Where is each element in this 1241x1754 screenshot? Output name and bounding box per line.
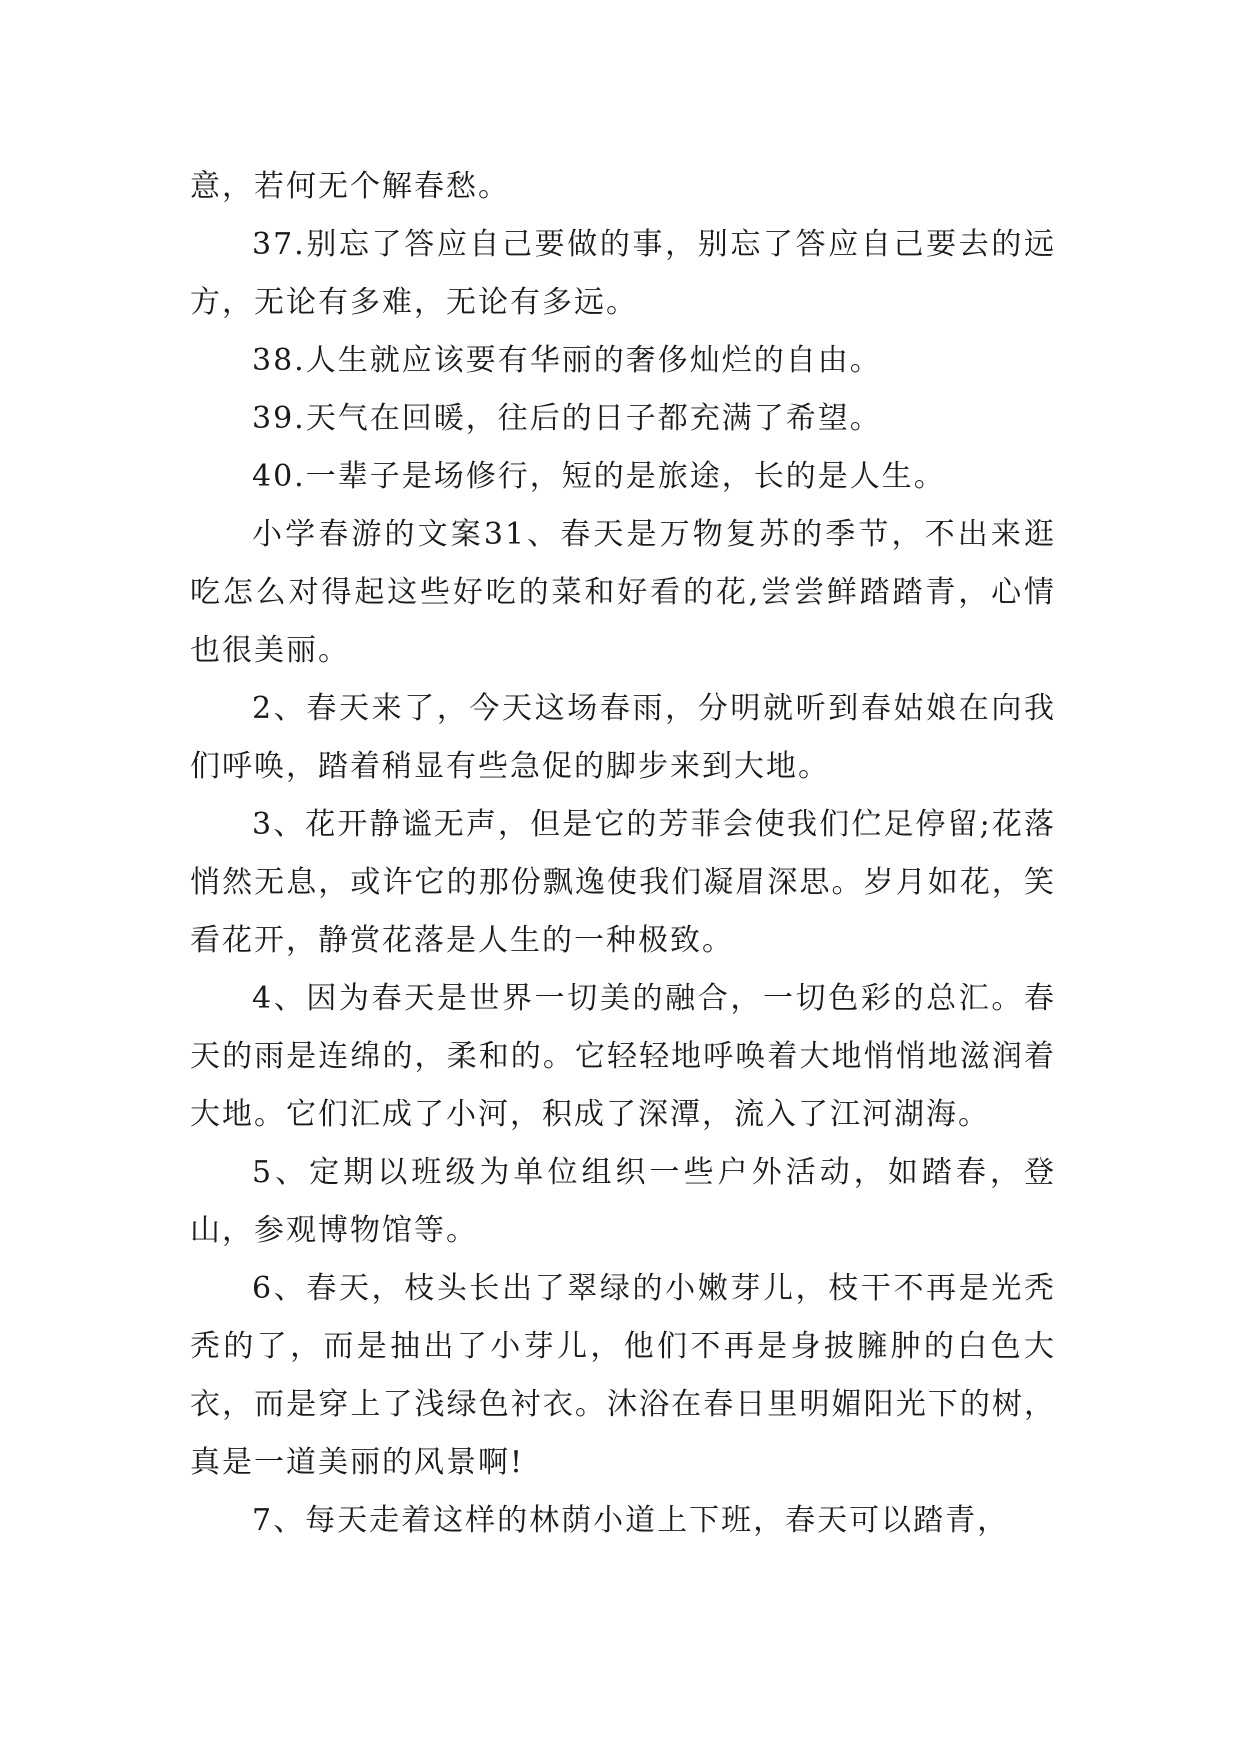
- paragraph-item-39: 39.天气在回暖，往后的日子都充满了希望。: [252, 401, 882, 436]
- paragraph-item-37: 37.别忘了答应自己要做的事，别忘了答应自己要去的远方，无论有多难，无论有多远。: [190, 227, 1056, 320]
- paragraph-item-38: 38.人生就应该要有华丽的奢侈灿烂的自由。: [252, 343, 882, 378]
- list-item-2: 2、春天来了，今天这场春雨，分明就听到春姑娘在向我们呼唤，踏着稍显有些急促的脚步来到大地。: [190, 691, 1056, 784]
- section-first-item: 1、春天是万物复苏的季节，不出来逛吃怎么对得起这些好吃的菜和好看的花,尝尝鲜踏踏青，心情也很美丽。: [190, 517, 1056, 668]
- list-item-4: 4、因为春天是世界一切美的融合，一切色彩的总汇。春天的雨是连绵的，柔和的。它轻轻地呼唤着大地悄悄地滋润着大地。它们汇成了小河，积成了深潭，流入了江河湖海。: [190, 981, 1056, 1132]
- list-item-3: 3、花开静谧无声，但是它的芳菲会使我们伫足停留;花落悄然无息，或许它的那份飘逸使我们凝眉深思。岁月如花，笑看花开，静赏花落是人生的一种极致。: [190, 807, 1056, 958]
- section-paragraph: [190, 506, 1056, 680]
- paragraph-item-40: 40.一辈子是场修行，短的是旅途，长的是人生。: [252, 459, 946, 494]
- list-item-6: 6、春天，枝头长出了翠绿的小嫩芽儿，枝干不再是光秃秃的了，而是抽出了小芽儿，他们不再是身披臃肿的白色大衣，而是穿上了浅绿色衬衣。沐浴在春日里明媚阳光下的树，真是一道美丽的风景啊!: [190, 1271, 1056, 1480]
- document-body: [190, 158, 1056, 1550]
- paragraph-continuation: 意，若何无个解春愁。: [190, 169, 510, 204]
- section-title: 小学春游的文案3: [252, 517, 505, 552]
- list-item-5: 5、定期以班级为单位组织一些户外活动，如踏春，登山，参观博物馆等。: [190, 1155, 1056, 1248]
- list-item-7: 7、每天走着这样的林荫小道上下班，春天可以踏青，: [252, 1503, 1010, 1538]
